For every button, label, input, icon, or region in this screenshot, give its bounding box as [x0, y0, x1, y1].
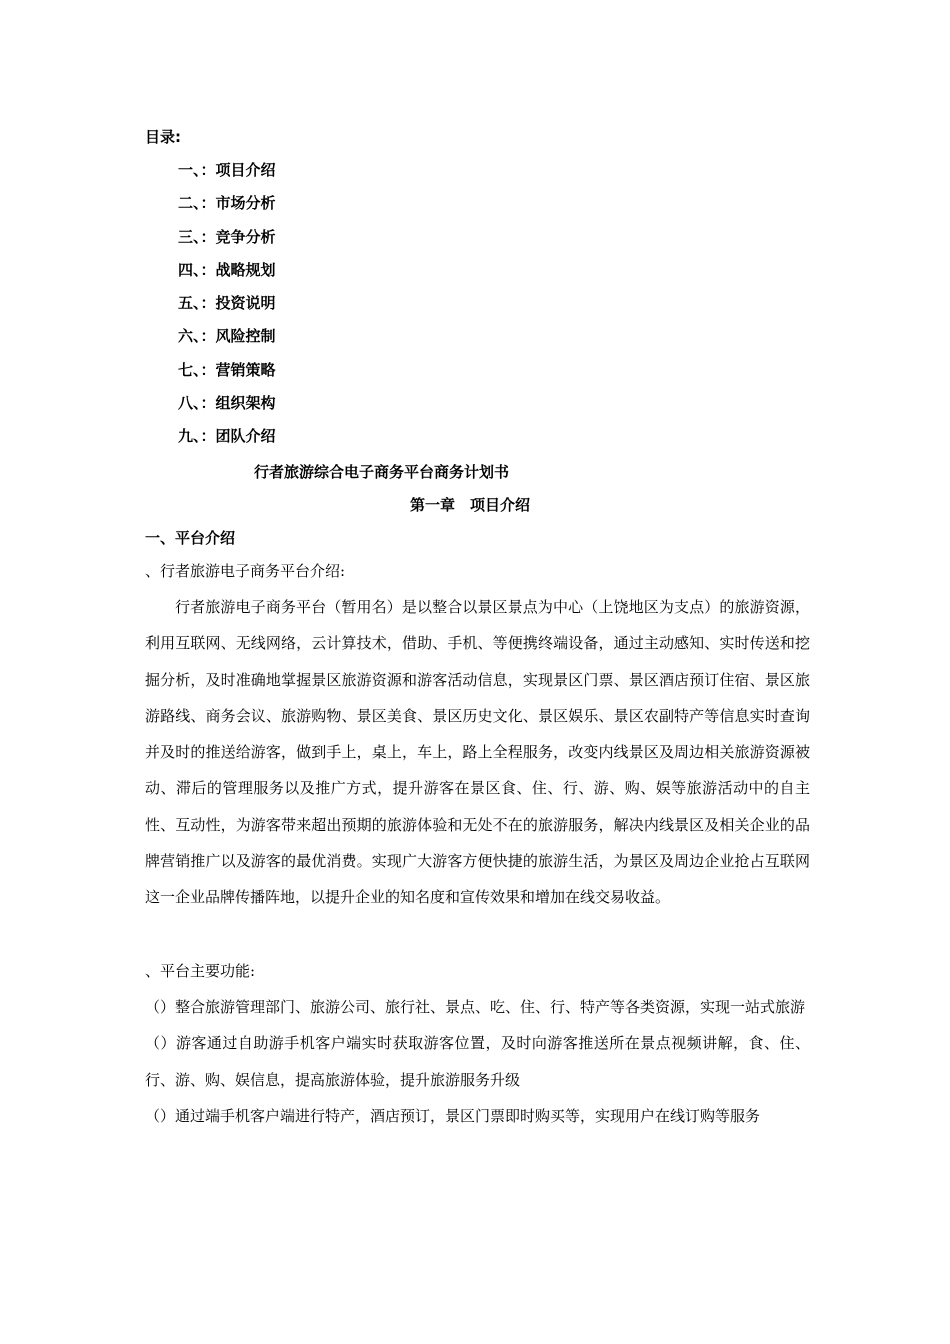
feature-item: （）通过端手机客户端进行特产，酒店预订，景区门票即时购买等，实现用户在线订购等服务: [145, 1106, 761, 1125]
intro-subheading: 、行者旅游电子商务平台介绍:: [145, 562, 346, 580]
toc-item: 六、：风险控制: [178, 327, 276, 346]
features-list: [145, 989, 810, 1134]
toc-item: 九、：团队介绍: [178, 427, 276, 446]
features-subheading: 、平台主要功能:: [145, 962, 256, 980]
toc-item: 八、：组织架构: [178, 394, 276, 413]
chapter-title: [0, 494, 950, 515]
toc-item: 一、：项目介绍: [178, 161, 276, 179]
intro-paragraph: 行者旅游电子商务平台（暂用名）是以整合以景区景点为中心（上饶地区为支点）的旅游资源，利用互联网、无线网络，云计算技术，借助、手机、等便携终端设备，通过主动感知、实时传送和挖掘分析，及时准确地掌握景区旅游资源和游客活动信息，实现景区门票、景区酒店预订住宿、景区旅游路线、商务会议、旅游购物、景区美食、景区历史文化、景区娱乐、景区农副特产等信息实时查询并及时的推送给游客，做到手上，桌上，车上，路上全程服务，改变内线景区及周边相关旅游资源被动、滞后的管理服务以及推广方式，提升游客在景区食、住、行、游、购、娱等旅游活动中的自主性、互动性，为游客带来超出预期的旅游体验和无处不在的旅游服务，解决内线景区及相关企业的品牌营销推广以及游客的最优消费。实现广大游客方便快捷的旅游生活，为景区及周边企业抢占互联网这一企业品牌传播阵地，以提升企业的知名度和宣传效果和增加在线交易收益。: [145, 598, 810, 907]
document-title: 行者旅游综合电子商务平台商务计划书: [254, 463, 510, 481]
toc-item: 五、：投资说明: [178, 294, 276, 313]
toc-item: 三、：竞争分析: [178, 227, 276, 246]
section-heading: 一、平台介绍: [145, 529, 236, 547]
feature-item: （）游客通过自助游手机客户端实时获取游客位置，及时向游客推送所在景点视频讲解，食、住、行、游、购、娱信息，提高旅游体验，提升旅游服务升级: [145, 1034, 810, 1089]
toc-item: 四、：战略规划: [178, 260, 276, 279]
toc-item: 七、：营销策略: [178, 360, 276, 379]
toc-item: 二、：市场分析: [178, 194, 276, 213]
feature-item: （）整合旅游管理部门、旅游公司、旅行社、景点、吃、住、行、特产等各类资源，实现一站式旅游: [145, 998, 806, 1016]
toc-list: [178, 160, 276, 460]
toc-title: 目录:: [145, 128, 181, 146]
chapter-title-text: 第一章 项目介绍: [409, 496, 530, 514]
